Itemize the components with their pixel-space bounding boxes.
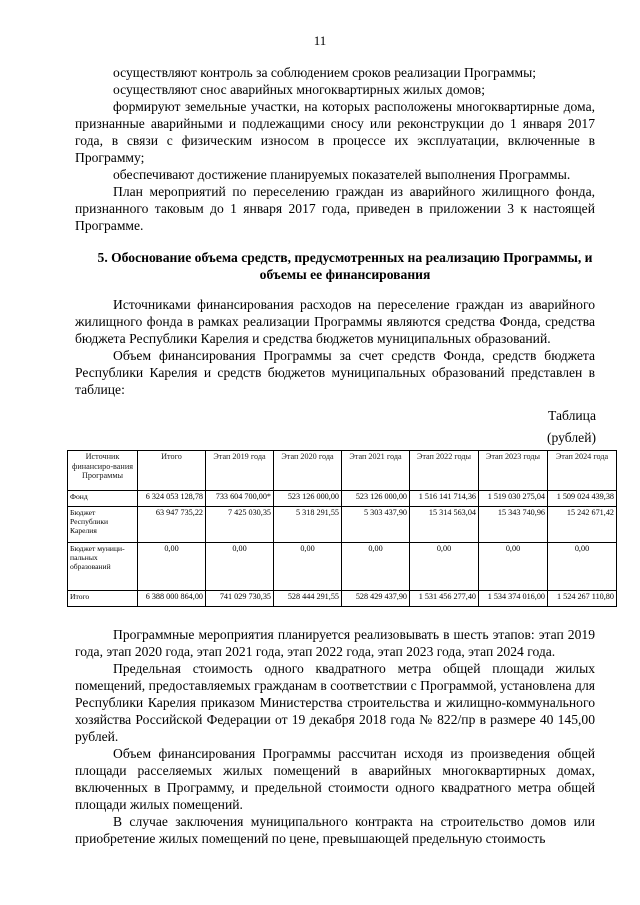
paragraph: Объем финансирования Программы за счет средств Фонда, средств бюджета Республики Карелия и средств бюджетов муниципальных образований представлен в таблице: (75, 348, 595, 397)
header-2023: Этап 2023 годы (479, 451, 548, 491)
cell: 733 604 700,00* (206, 491, 274, 507)
after-table-text (75, 626, 595, 847)
table-row (68, 491, 617, 507)
paragraph: План мероприятий по переселению граждан из аварийного жилищного фонда, признанного таковым до 1 января 2017 года, приведен в приложении 3 к настоящей Программе. (75, 184, 595, 233)
cell: 1 509 024 439,38 (548, 491, 617, 507)
paragraph: Программные мероприятия планируется реализовывать в шесть этапов: этап 2019 года, этап 2020 года, этап 2021 года, этап 2022 года, этап 2023 года, этап 2024 года. (75, 627, 595, 659)
cell: 523 126 000,00 (274, 491, 342, 507)
cell: 528 429 437,90 (342, 591, 410, 607)
cell: 1 516 141 714,36 (410, 491, 479, 507)
row-label: Бюджет Республики Карелия (68, 507, 138, 543)
table-units: (рублей) (547, 430, 596, 445)
cell: 0,00 (274, 543, 342, 591)
cell: 741 029 730,35 (206, 591, 274, 607)
cell: 1 524 267 110,80 (548, 591, 617, 607)
cell: 528 444 291,55 (274, 591, 342, 607)
cell: 1 534 374 016,00 (479, 591, 548, 607)
paragraph: осуществляют контроль за соблюдением сроков реализации Программы; (113, 65, 536, 80)
cell: 0,00 (206, 543, 274, 591)
cell: 63 947 735,22 (138, 507, 206, 543)
cell: 523 126 000,00 (342, 491, 410, 507)
cell: 6 324 053 128,78 (138, 491, 206, 507)
header-2020: Этап 2020 года (274, 451, 342, 491)
cell: 1 519 030 275,04 (479, 491, 548, 507)
header-source: Источник финансиро-вания Программы (68, 451, 138, 491)
header-total: Итого (138, 451, 206, 491)
cell: 6 388 000 864,00 (138, 591, 206, 607)
header-2019: Этап 2019 года (206, 451, 274, 491)
cell: 15 343 740,96 (479, 507, 548, 543)
paragraph: В случае заключения муниципального контракта на строительство домов или приобретение жилых помещений по цене, превышающей предельную стоимость (75, 814, 595, 846)
paragraph: осуществляют снос аварийных многоквартирных жилых домов; (113, 82, 485, 97)
financing-table (67, 450, 617, 607)
cell: 15 242 671,42 (548, 507, 617, 543)
paragraph: Предельная стоимость одного квадратного метра общей площади жилых помещений, предоставляемых гражданам в соответствии с Программой, установлена для Республики Карелия приказом Министерства строительства и жилищно-коммунального хозяйства Российской Федерации от 19 декабря 2018 года № 822/пр в размере 40 145,00 рублей. (75, 661, 595, 744)
cell: 15 314 563,04 (410, 507, 479, 543)
table-row (68, 507, 617, 543)
row-label: Бюджет муници-пальных образований (68, 543, 138, 591)
paragraph: Источниками финансирования расходов на переселение граждан из аварийного жилищного фонда в рамках реализации Программы являются средства Фонда, средства бюджета Республики Карелия и средства бюджетов муниципальных образований. (75, 297, 595, 346)
cell: 0,00 (342, 543, 410, 591)
header-2021: Этап 2021 года (342, 451, 410, 491)
cell: 5 303 437,90 (342, 507, 410, 543)
intro-text (75, 64, 595, 234)
section-text (75, 296, 595, 398)
cell: 0,00 (410, 543, 479, 591)
table-caption: Таблица (548, 408, 596, 423)
cell: 5 318 291,55 (274, 507, 342, 543)
cell: 0,00 (138, 543, 206, 591)
paragraph: обеспечивают достижение планируемых показателей выполнения Программы. (113, 167, 571, 182)
section-heading: 5. Обоснование объема средств, предусмотренных на реализацию Программы, и объемы ее финансирования (97, 250, 593, 282)
page-number: 11 (313, 33, 327, 48)
row-label: Фонд (68, 491, 138, 507)
header-2024: Этап 2024 года (548, 451, 617, 491)
table-row (68, 543, 617, 591)
table-row-total (68, 591, 617, 607)
paragraph: формируют земельные участки, на которых расположены многоквартирные дома, признанные аварийными и подлежащими сносу или реконструкции до 1 января 2017 года, в связи с физическим износом в процессе их эксплуатации, включенные в Программу; (75, 99, 595, 165)
cell: 7 425 030,35 (206, 507, 274, 543)
header-2022: Этап 2022 годы (410, 451, 479, 491)
cell: 1 531 456 277,40 (410, 591, 479, 607)
row-label: Итого (68, 591, 138, 607)
cell: 0,00 (479, 543, 548, 591)
paragraph: Объем финансирования Программы рассчитан исходя из произведения общей площади расселяемых жилых помещений в аварийных многоквартирных домах, включенных в Программу, и предельной стоимости одного квадратного метра общей площади жилых помещений. (75, 746, 595, 812)
table-header-row (68, 451, 617, 491)
cell: 0,00 (548, 543, 617, 591)
